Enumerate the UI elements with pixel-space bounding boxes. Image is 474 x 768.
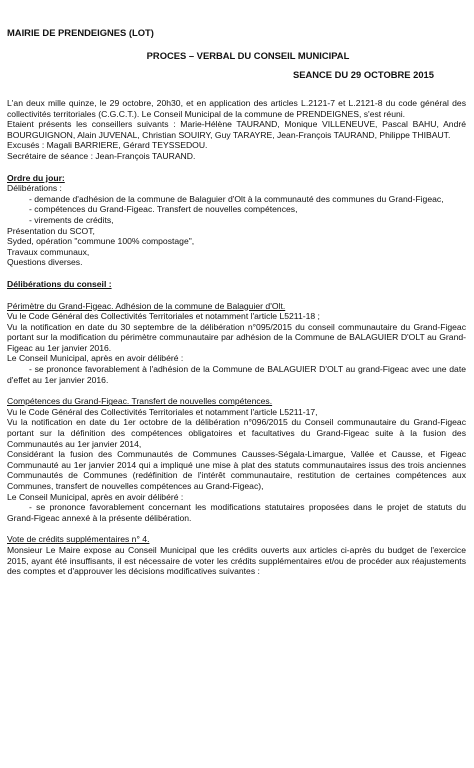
ordre-item: - compétences du Grand-Figeac. Transfert de nouvelles compétences,	[29, 204, 298, 215]
deliberation-2-vu: Vu le Code Général des Collectivités Territoriales et notamment l'article L5211-17,	[7, 406, 318, 417]
document-title: PROCES – VERBAL DU CONSEIL MUNICIPAL	[146, 50, 350, 61]
deliberation-3-text: Monsieur Le Maire expose au Conseil Municipal que les crédits ouverts aux articles ci-après du budget de l'exercice 2015, ayant été insuffisants, il est nécessaire de voter les crédits supplémentaires et/ou de procéder aux réajustements des comptes et d'approuver les décisions modificatives suivantes :	[7, 544, 466, 577]
deliberation-1-decision: - se prononce favorablement à l'adhésion de la Commune de BALAGUIER D'OLT au grand-Figeac avec une date d'effet au 1er janvier 2016.	[7, 364, 466, 385]
deliberation-1-title: Périmètre du Grand-Figeac. Adhésion de la commune de Balaguier d'Olt.	[7, 300, 286, 311]
ordre-du-jour-heading: Ordre du jour:	[7, 172, 65, 183]
ordre-item: - demande d'adhésion de la commune de Balaguier d'Olt à la communauté des communes du Grand-Figeac,	[29, 193, 444, 204]
excuses-line: Excusés : Magali BARRIERE, Gérard TEYSSEDOU.	[7, 140, 208, 151]
seance-date: SEANCE DU 29 OCTOBRE 2015	[292, 69, 434, 80]
deliberation-1-vu: Vu la notification en date du 30 septembre de la délibération n°095/2015 du conseil communautaire du Grand-Figeac portant sur la modification du périmètre communautaire par adhésion de la Commune de BALAGUIER D'OLT au Grand-Figeac au 1er janvier 2016.	[7, 321, 466, 353]
ordre-item: - virements de crédits,	[29, 214, 114, 225]
deliberation-1-vu: Vu le Code Général des Collectivités Territoriales et notamment l'article L5211-18 ;	[7, 311, 320, 322]
ordre-item: Syded, opération "commune 100% compostage",	[7, 236, 195, 247]
deliberation-2-considerant: Considérant la fusion des Communautés de Communes Causses-Ségala-Limargue, Vallée et Causse, et Figeac Communauté au 1er janvier 2014 qui a impliqué une mise à plat des statuts communautaires issus des trois anciennes Communautés de Communes (redéfinition de l'intérêt communautaire, restitution de certaines compétences aux Communes, transfert de nouvelles compétences au Grand-Figeac),	[7, 449, 466, 491]
ordre-deliberations-label: Délibérations :	[7, 183, 62, 194]
ordre-item: Questions diverses.	[7, 257, 83, 268]
ordre-item: Travaux communaux,	[7, 246, 90, 257]
secretaire-line: Secrétaire de séance : Jean-François TAURAND.	[7, 150, 196, 161]
deliberation-2-decision: - se prononce favorablement concernant les modifications statutaires proposées dans le projet de statuts du Grand-Figeac annexé à la présente délibération.	[7, 502, 466, 523]
intro-paragraph: L'an deux mille quinze, le 29 octobre, 20h30, et en application des articles L.2121-7 et L.2121-8 du code général des collectivités territoriales (C.G.C.T.). Le Conseil Municipal de la commune de PRENDEIGNES, s'est réuni.	[7, 98, 466, 119]
deliberations-heading: Délibérations du conseil :	[7, 278, 112, 289]
deliberation-1-after: Le Conseil Municipal, après en avoir délibéré :	[7, 353, 184, 364]
deliberation-2-title: Compétences du Grand-Figeac. Transfert de nouvelles compétences.	[7, 396, 273, 407]
presents-list: Etaient présents les conseillers suivants : Marie-Hélène TAURAND, Monique VILLENEUVE, Pascal BAHU, André BOURGUIGNON, Alain JUVENAL, Christian SOUIRY, Guy TARAYRE, Jean-François TAURAND, Philippe THIBAUT.	[7, 119, 466, 140]
ordre-item: Présentation du SCOT,	[7, 225, 95, 236]
deliberation-3-title: Vote de crédits supplémentaires n° 4.	[7, 534, 150, 545]
document-body	[7, 98, 466, 577]
mairie-header: MAIRIE DE PRENDEIGNES (LOT)	[7, 27, 154, 38]
deliberation-2-vu: Vu la notification en date du 1er octobre de la délibération n°096/2015 du Conseil communautaire du Grand-Figeac portant sur la définition des compétences obligatoires et facultatives du Grand-Figeac suite à la fusion des Communautés au 1er janvier 2014,	[7, 417, 466, 449]
deliberation-2-after: Le Conseil Municipal, après en avoir délibéré :	[7, 491, 184, 502]
